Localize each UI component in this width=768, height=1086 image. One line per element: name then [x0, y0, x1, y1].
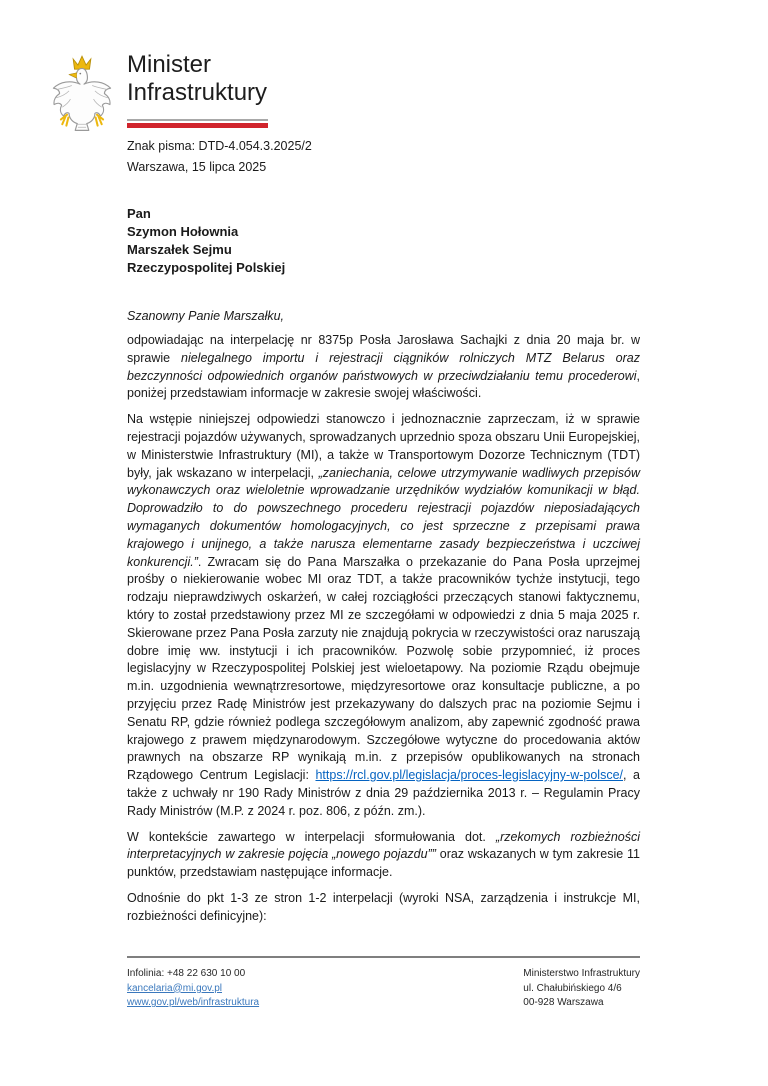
text-run: oraz wskazanych w tym zakresie 11 punktów, przedstawiam następujące informacje.	[127, 847, 640, 880]
interpellation-subject-italic: nielegalnego importu i rejestracji ciągników rolniczych MTZ Belarus oraz bezczynności odpowiednich organów państwowych w przeciwdziałaniu temu procederowi	[127, 350, 640, 383]
paragraph-points-lead: Odnośnie do pkt 1-3 ze stron 1-2 interpelacji (wyroki NSA, zarządzenia i instrukcje MI, rozbieżności definicyjne):	[127, 890, 640, 923]
footer-contact-column	[127, 967, 259, 1011]
recipient-line: Szymon Hołownia	[127, 224, 239, 239]
recipient-line: Pan	[127, 206, 151, 221]
sender-title	[127, 51, 267, 106]
footer-email-link[interactable]: kancelaria@mi.gov.pl	[127, 982, 223, 994]
letter-footer	[127, 956, 640, 1011]
divider-red-line	[127, 123, 268, 128]
recipient-line: Rzeczypospolitej Polskiej	[127, 260, 286, 275]
ministry-city: 00-928 Warszawa	[523, 997, 604, 1008]
recipient-block	[127, 205, 640, 277]
ministry-name: Ministerstwo Infrastruktury	[523, 968, 640, 979]
paragraph-main	[127, 411, 640, 820]
reference-number: Znak pisma: DTD-4.054.3.2025/2	[127, 139, 312, 153]
footer-website-link[interactable]: www.gov.pl/web/infrastruktura	[127, 997, 260, 1008]
text-run: . Zwracam się do Pana Marszałka o przekazanie do Pana Posła uprzejmej prośby o niekierowanie wobec MI oraz TDT, a także pracowników tychże instytucji, tego rodzaju nieprawdziwych oskarżeń, w całej rozciągłości przeczących stanowi faktycznemu, który to został przedstawiony przez MI ze szczegółami w odpowiedzi z dnia 5 maja 2025 r. Skierowane przez Pana Posła zarzuty nie znajdują pokrycia w rzeczywistości oraz naruszają dobre imię ww. instytucji i ich pracowników. Pozwolę sobie przypomnieć, iż proces legislacyjny w Rzeczypospolitej Polskiej jest wieloetapowy. Na poziomie Rządu obejmuje m.in. uzgodnienia wewnątrzresortowe, międzyresortowe oraz konsultacje publiczne, a po przyjęciu przez Radę Ministrów jest przekazywany do dalszych prac na poziomie Sejmu i Senatu RP, gdzie również podlega szczegółowym analizom, aby zapewnić zgodność prawa krajowego z prawem międzynarodowym. Szczegółowe wytyczne do procedowania aktów prawnych na obszarze RP wynikają m.in. z przepisów opublikowanych na stronach Rządowego Centrum Legislacji:	[127, 554, 640, 783]
footer-divider	[127, 956, 640, 958]
quoted-phrase-italic: „rzekomych rozbieżności interpretacyjnych w zakresie pojęcia „nowego pojazdu””	[127, 829, 640, 862]
sender-title-line2: Infrastruktury	[127, 78, 268, 106]
letter-meta	[127, 136, 312, 178]
polish-eagle-icon	[48, 50, 116, 140]
ministry-street: ul. Chałubińskiego 4/6	[523, 982, 622, 994]
recipient-line: Marszałek Sejmu	[127, 242, 232, 257]
paragraph-intro	[127, 332, 640, 403]
text-run: odpowiadając na interpelację nr 8375p Posła Jarosława Sachajki z dnia 20 maja br. w sprawie	[127, 333, 640, 365]
text-run: Na wstępie niniejszej odpowiedzi stanowczo i jednoznacznie zaprzeczam, iż w sprawie rejestracji pojazdów używanych, sprowadzanych uprzednio spoza obszaru Unii Europejskiej, w Ministerstwie Infrastruktury (MI), a także w Transportowym Dozorze Technicznym (TDT) były, jak wskazano w interpelacji,	[127, 412, 640, 480]
rcl-legislation-link[interactable]: https://rcl.gov.pl/legislacja/proces-legislacyjny-w-polsce/	[315, 768, 624, 783]
sender-title-line1: Minister	[127, 51, 212, 78]
coat-of-arms	[48, 50, 116, 140]
place-and-date: Warszawa, 15 lipca 2025	[127, 160, 267, 174]
text-run: , a także z uchwały nr 190 Rady Ministrów z dnia 29 października 2013 r. – Regulamin Pracy Rady Ministrów (M.P. z 2024 r. poz. 806, z późn. zm.).	[127, 768, 640, 818]
paragraph-context	[127, 829, 640, 882]
brand-divider	[127, 119, 268, 128]
divider-gray-line	[127, 119, 268, 121]
text-run: , poniżej przedstawiam informacje w zakresie swojej właściwości.	[127, 368, 640, 401]
letter-body	[127, 205, 640, 926]
infoline-text: Infolinia: +48 22 630 10 00	[127, 968, 246, 979]
salutation: Szanowny Panie Marszałku,	[127, 309, 285, 323]
text-run: W kontekście zawartego w interpelacji sformułowania dot.	[127, 829, 496, 844]
quoted-allegation-italic: „zaniechania, celowe utrzymywanie wadliwych przepisów wykonawczych oraz wieloletnie wprowadzanie urzędników wydziałów komunikacji w błąd. Doprowadziło to do powszechnego procederu rejestracji pojazdów nieposiadających wymaganych dokumentów homologacyjnych, co jest sprzeczne z przepisami prawa krajowego i unijnego, a także narusza elementarne zasady bezpieczeństwa i uczciwej konkurencji.”	[127, 465, 640, 569]
footer-address-column	[523, 967, 640, 1011]
